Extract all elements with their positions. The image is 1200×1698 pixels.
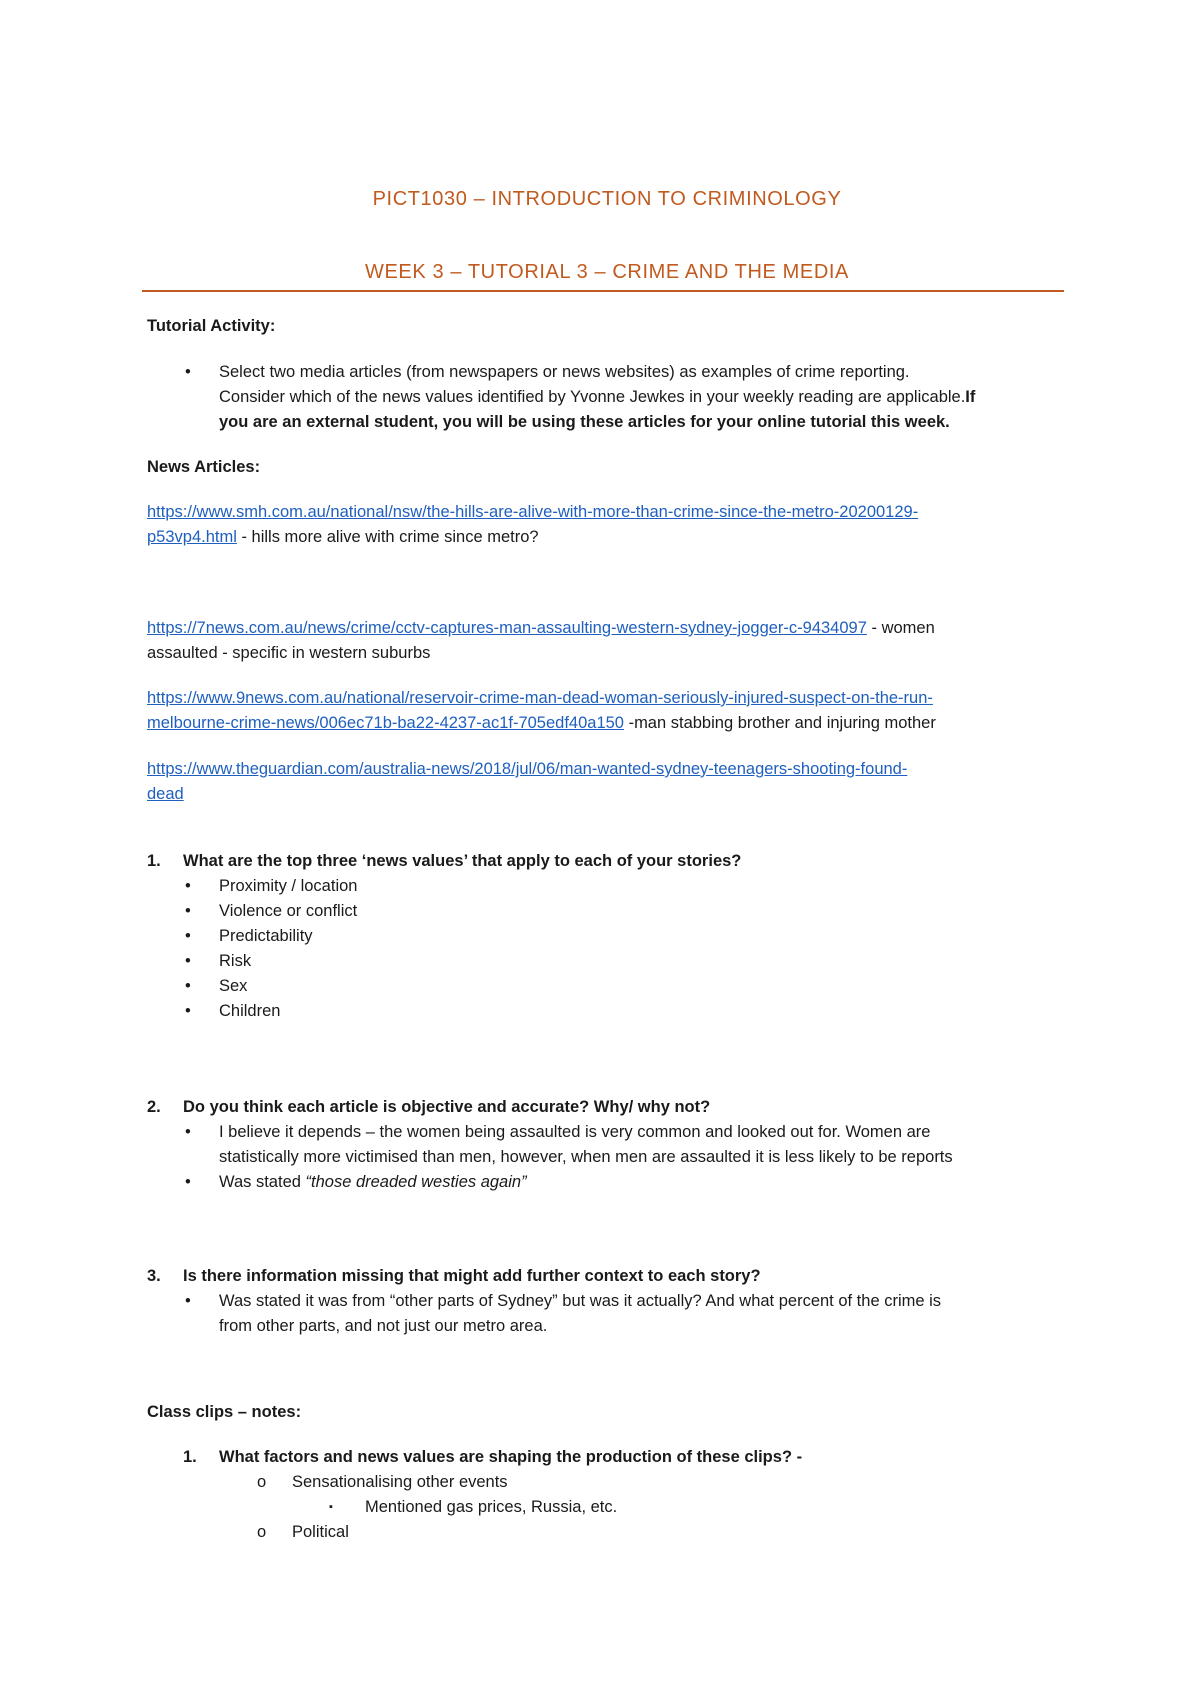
list-item: • Children [147,999,1067,1024]
article-2-note-cont: assaulted - specific in western suburbs [147,644,431,662]
question-2-answers [147,1120,1067,1195]
tutorial-activity-heading: Tutorial Activity: [147,317,276,335]
list-item: • I believe it depends – the women being assaulted is very common and looked out for. Women are statistically more victimised than men, however, when men are assaulted it is less likely to be reports [147,1120,1067,1170]
bullet-icon: • [185,1002,191,1020]
article-2 [147,616,1067,666]
class-clips-q1-text: What factors and news values are shaping the production of these clips? - [219,1448,803,1466]
article-2-link[interactable]: https://7news.com.au/news/crime/cctv-captures-man-assaulting-western-sydney-jogger-c-9434097 [147,619,867,637]
article-2-note: - women [866,619,935,637]
question-3-number: 3. [147,1267,161,1285]
news-articles-heading: News Articles: [147,458,261,476]
activity-line-3: you are an external student, you will be using these articles for your online tutorial this week. [219,413,950,431]
question-2-text: Do you think each article is objective and accurate? Why/ why not? [183,1098,711,1116]
bullet-icon: • [185,1292,191,1310]
class-clips-heading: Class clips – notes: [147,1403,302,1421]
article-3-note: -man stabbing brother and injuring mother [623,714,936,732]
bullet-icon: • [185,952,191,970]
article-4-link[interactable]: https://www.theguardian.com/australia-news/2018/jul/06/man-wanted-sydney-teenagers-shooting-found- [147,760,908,778]
question-1 [147,849,1067,1024]
article-3-link-cont[interactable]: melbourne-crime-news/006ec71b-ba22-4237-ac1f-705edf40a150 [147,714,624,732]
article-4 [147,757,1067,807]
circle-bullet-icon: o [257,1523,267,1541]
list-item: • Was stated “those dreaded westies again” [147,1170,1067,1195]
question-2-number: 2. [147,1098,161,1116]
question-1-number: 1. [147,852,161,870]
list-item: o Sensationalising other events [147,1470,1067,1495]
question-3 [147,1264,1067,1339]
tutorial-activity-bullet [147,360,1067,435]
question-2 [147,1095,1067,1195]
list-item: • Violence or conflict [147,899,1067,924]
article-1-note: - hills more alive with crime since metro? [236,528,539,546]
activity-line-2: Consider which of the news values identified by Yvonne Jewkes in your weekly reading are applicable.If [219,388,976,406]
bullet-icon: • [185,902,191,920]
square-bullet-icon: ▪ [329,1501,333,1513]
bullet-icon: • [185,877,191,895]
circle-bullet-icon: o [257,1473,267,1491]
course-title: PICT1030 – INTRODUCTION TO CRIMINOLOGY [372,188,842,210]
article-1-link[interactable]: https://www.smh.com.au/national/nsw/the-hills-are-alive-with-more-than-crime-since-the-metro-20200129- [147,503,919,521]
list-item: • Proximity / location [147,874,1067,899]
question-3-answers [147,1289,1067,1339]
title-underline [142,290,1064,292]
list-item: • Predictability [147,924,1067,949]
article-3-link[interactable]: https://www.9news.com.au/national/reservoir-crime-man-dead-woman-seriously-injured-suspect-on-the-run- [147,689,933,707]
article-1 [147,500,1067,550]
question-1-answers [147,874,1067,1024]
list-item: o Political [147,1520,1067,1545]
class-clips-question-1 [147,1445,1067,1545]
question-1-text: What are the top three ‘news values’ that apply to each of your stories? [183,852,742,870]
list-item: • Was stated it was from “other parts of Sydney” but was it actually? And what percent of the crime is from other parts, and not just our metro area. [147,1289,1067,1339]
list-item: • Risk [147,949,1067,974]
class-clips-q1-number: 1. [183,1448,197,1466]
bullet-icon: • [185,363,191,381]
article-3 [147,686,1067,736]
article-1-link-cont[interactable]: p53vp4.html [147,528,237,546]
question-3-text: Is there information missing that might add further context to each story? [183,1267,761,1285]
bullet-icon: • [185,927,191,945]
list-item: • Sex [147,974,1067,999]
activity-line-1: Select two media articles (from newspapers or news websites) as examples of crime reporting. [219,363,910,381]
week-title: WEEK 3 – TUTORIAL 3 – CRIME AND THE MEDIA [365,261,849,283]
article-4-link-cont[interactable]: dead [147,785,184,803]
list-item: ▪ Mentioned gas prices, Russia, etc. [147,1495,1067,1520]
bullet-icon: • [185,1173,191,1191]
bullet-icon: • [185,977,191,995]
bullet-icon: • [185,1123,191,1141]
